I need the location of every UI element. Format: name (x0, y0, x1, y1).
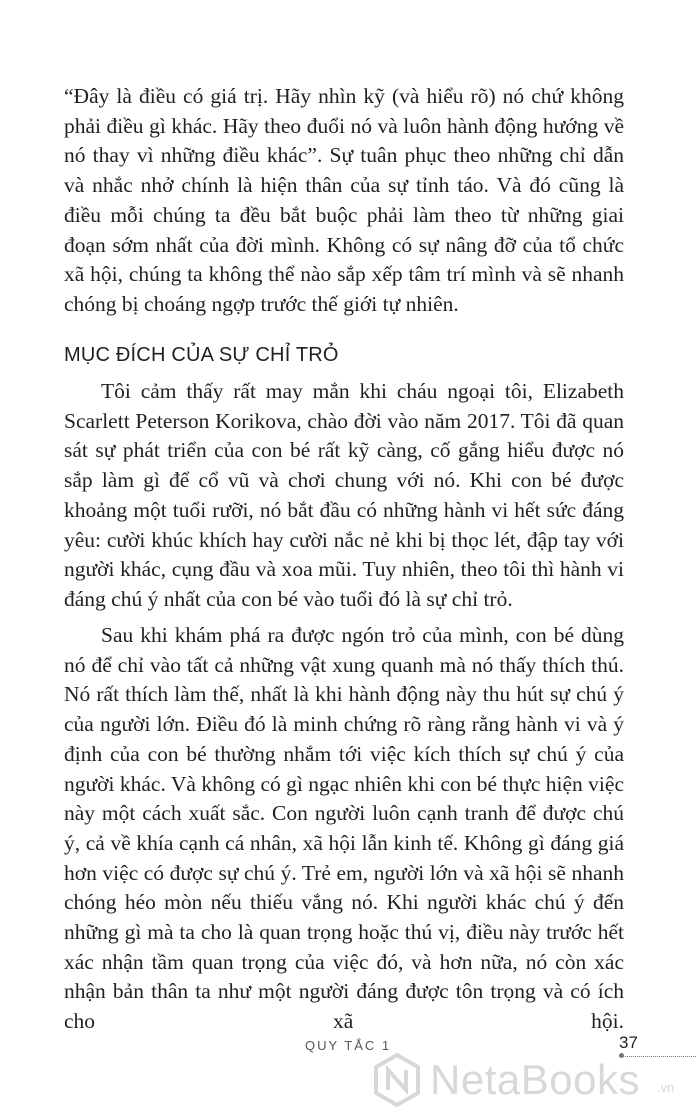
text-line: sát sự phát triển của con bé rất kỹ càng, cố gắng hiểu được nó sắp (64, 438, 624, 493)
text-line: người khác. Và không có gì ngạc nhiên khi con bé thực hiện việc (64, 771, 624, 796)
watermark (372, 1050, 692, 1110)
watermark-suffix: .vn (657, 1080, 675, 1095)
netabooks-logo-icon (372, 1052, 422, 1108)
paragraph-3 (64, 621, 624, 1037)
text-line: “Đây là điều có giá trị. Hãy nhìn kỹ (và hiểu rõ) nó chứ không (64, 84, 624, 108)
text-line: thân ta như một người đáng được tôn trọng và có ích cho xã hội. (64, 979, 624, 1034)
text-line: héo mòn nếu thiếu vắng nó. Khi người khác chú ý đến những gì (64, 890, 624, 945)
watermark-brand: NetaBooks (430, 1056, 640, 1103)
text-line: bị choáng ngợp trước thế giới tự nhiên. (121, 291, 459, 316)
text-line: nhất của con bé vào tuổi đó là sự chỉ trỏ. (163, 586, 513, 611)
section-heading: MỤC ĐÍCH CỦA SỰ CHỈ TRỎ (64, 344, 339, 366)
page-number: 37 (619, 1033, 638, 1052)
text-line: Nó rất thích làm thế, nhất là khi hành động này thu hút sự chú (64, 682, 608, 707)
text-line: ý định của con bé thường nhắm tới việc kích thích sự chú ý của (64, 712, 625, 766)
text-line: cụng đầu và xoa mũi. Tuy nhiên, theo tôi thì hành vi đáng chú ý (64, 557, 624, 611)
text-line: sớm nhất của đời mình. Không có sự nâng đỡ của tổ chức xã hội, (64, 232, 625, 287)
text-line: việc có được sự chú ý. Trẻ em, người lớn và xã hội sẽ nhanh chóng (64, 860, 624, 915)
text-line: và nhắc nhở chính là hiện thân của sự tỉnh táo. Và đó cũng là (64, 173, 624, 198)
text-line: phải điều gì khác. Hãy theo đuổi nó và luôn hành động hướng về (64, 113, 624, 138)
text-line: mà ta cho là quan trọng hoặc thú vị, điều này trước hết xác nhận (64, 920, 624, 974)
running-footer-title: QUY TẮC 1 (305, 1038, 392, 1053)
text-line: Sau khi khám phá ra được ngón trỏ của mình, con bé dùng (101, 623, 624, 647)
paragraph-2 (64, 377, 624, 615)
text-line: một tuổi rưỡi, nó bắt đầu có những hành vi hết sức đáng yêu: cười (64, 497, 624, 552)
paragraph-1 (64, 82, 624, 320)
text-line: ý của người lớn. Điều đó là minh chứng rõ ràng rằng hành vi và (64, 682, 624, 737)
text-line: cả về khía cạnh cá nhân, xã hội lẫn kinh tế. Không gì đáng giá hơn (64, 830, 624, 885)
text-line: làm gì để cổ vũ và chơi chung với nó. Khi con bé được khoảng (64, 468, 624, 522)
text-line: này một cách xuất sắc. Con người luôn cạnh tranh để được chú ý, (64, 801, 624, 855)
text-line: khúc khích hay cười nắc nẻ khi bị thọc lét, đập tay với người khác, (64, 527, 624, 582)
text-line: điều mỗi chúng ta đều bắt buộc phải làm theo từ những giai đoạn (64, 202, 624, 257)
text-line: chúng ta không thể nào sắp xếp tâm trí mình và sẽ nhanh chóng (64, 262, 624, 316)
text-line: Tôi cảm thấy rất may mắn khi cháu ngoại tôi, Elizabeth (101, 379, 624, 403)
text-line: tầm quan trọng của việc đó, và hơn nữa, nó còn xác nhận bản (64, 949, 625, 1004)
text-line: nó để chỉ vào tất cả những vật xung quanh mà nó thấy thích thú. (64, 652, 624, 677)
text-line: nó thay vì những điều khác”. Sự tuân phục theo những chỉ dẫn (64, 143, 624, 168)
text-line: Scarlett Peterson Korikova, chào đời vào năm 2017. Tôi đã quan (64, 408, 624, 433)
